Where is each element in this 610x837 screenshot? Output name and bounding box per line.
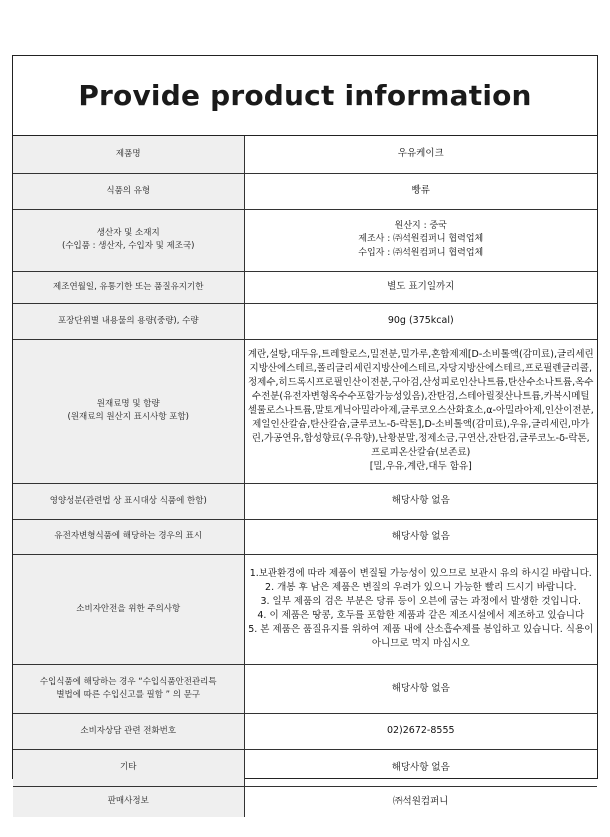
row-label-seller: 판매사정보 [13, 786, 244, 817]
table-row [13, 519, 597, 554]
page-title: Provide product information [13, 56, 597, 136]
row-label-etc: 기타 [13, 749, 244, 786]
table-row [13, 303, 597, 339]
row-value-precautions: 1.보관환경에 따라 제품이 변질될 가능성이 있으므로 보관시 유의 하시길 바랍니다. 2. 개봉 후 남은 제품은 변질의 우려가 있으니 가능한 빨리 드시기 바랍니다. 3. 일부 제품의 검은 부분은 당류 등이 오븐에 굽는 과정에서 발생한 것입니다. 4. 이 제품은 땅콩, 호두를 포함한 제품과 같은 제조시설에서 제조하고 있습니다 5. 본 제품은 품질유지를 위하여 제품 내에 산소흡수제를 봉입하고 있습니다. 식용이 아니므로 먹지 마십시오 [244, 554, 597, 664]
table-row [13, 173, 597, 209]
row-label-gmo: 유전자변형식품에 해당하는 경우의 표시 [13, 519, 244, 554]
row-value-expiry: 별도 표기일까지 [244, 271, 597, 303]
row-label-expiry: 제조연월일, 유통기한 또는 품질유지기한 [13, 271, 244, 303]
row-label-phone: 소비자상담 관련 전화번호 [13, 713, 244, 749]
row-label-product-name: 제품명 [13, 136, 244, 173]
row-value-ingredients: 계란,설탕,대두유,트레할로스,밀전분,밀가루,혼합제제[D-소비톨액(감미료),글리세린지방산에스테르,폴리글리세린지방산에스테르,자당지방산에스테르,프로필렌글리콜,정제수,히드록시프로필인산이전분,구아검,산성피로인산나트륨,탄산수소나트륨,옥수수전분(유전자변형옥수수포함가능성있음),잔탄검,스테아릴젖산나트륨,카복시메틸셀룰로스나트륨,말토게닉아밀라아제,글루코오스산화효소,α-아밀라아제,인산이전분,제일인산칼슘,탄산칼슘,글루코노-δ-락톤],D-소비톨액(감미료),우유,글리세린,마가린,가공연유,합성향료(우유향),난황분말,정제소금,구연산,잔탄검,글루코노-δ-락톤,프로피온산칼슘(보존료) [밀,우유,계란,대두 함유] [244, 339, 597, 483]
row-value-seller: ㈜석원컴퍼니 [244, 786, 597, 817]
product-info-table [13, 136, 597, 817]
row-value-etc: 해당사항 없음 [244, 749, 597, 786]
row-value-product-name: 우유케이크 [244, 136, 597, 173]
row-label-producer: 생산자 및 소재지 (수입품 : 생산자, 수입자 및 제조국) [13, 209, 244, 271]
row-label-precautions: 소비자안전을 위한 주의사항 [13, 554, 244, 664]
row-label-capacity: 포장단위별 내용물의 용량(중량), 수량 [13, 303, 244, 339]
row-label-nutrition: 영양성분(관련법 상 표시대상 식품에 한함) [13, 483, 244, 519]
row-value-nutrition: 해당사항 없음 [244, 483, 597, 519]
table-row [13, 483, 597, 519]
row-value-gmo: 해당사항 없음 [244, 519, 597, 554]
table-row [13, 713, 597, 749]
table-row [13, 271, 597, 303]
table-row [13, 664, 597, 713]
row-label-ingredients: 원재료명 및 함량 (원재료의 원산지 표시사항 포함) [13, 339, 244, 483]
row-label-food-type: 식품의 유형 [13, 173, 244, 209]
table-row [13, 209, 597, 271]
table-row [13, 136, 597, 173]
table-row [13, 339, 597, 483]
row-value-import-notice: 해당사항 없음 [244, 664, 597, 713]
row-value-producer: 원산지 : 중국 제조사 : ㈜석원컴퍼니 협력업체 수입자 : ㈜석원컴퍼니 협력업체 [244, 209, 597, 271]
row-value-capacity: 90g (375kcal) [244, 303, 597, 339]
table-row [13, 749, 597, 786]
row-value-food-type: 빵류 [244, 173, 597, 209]
row-label-import-notice: 수입식품에 해당하는 경우 “수입식품안전관리특 별법에 따른 수입신고를 필함 ” 의 문구 [13, 664, 244, 713]
table-row [13, 786, 597, 817]
product-info-sheet [12, 55, 598, 807]
row-value-phone: 02)2672-8555 [244, 713, 597, 749]
table-row [13, 554, 597, 664]
